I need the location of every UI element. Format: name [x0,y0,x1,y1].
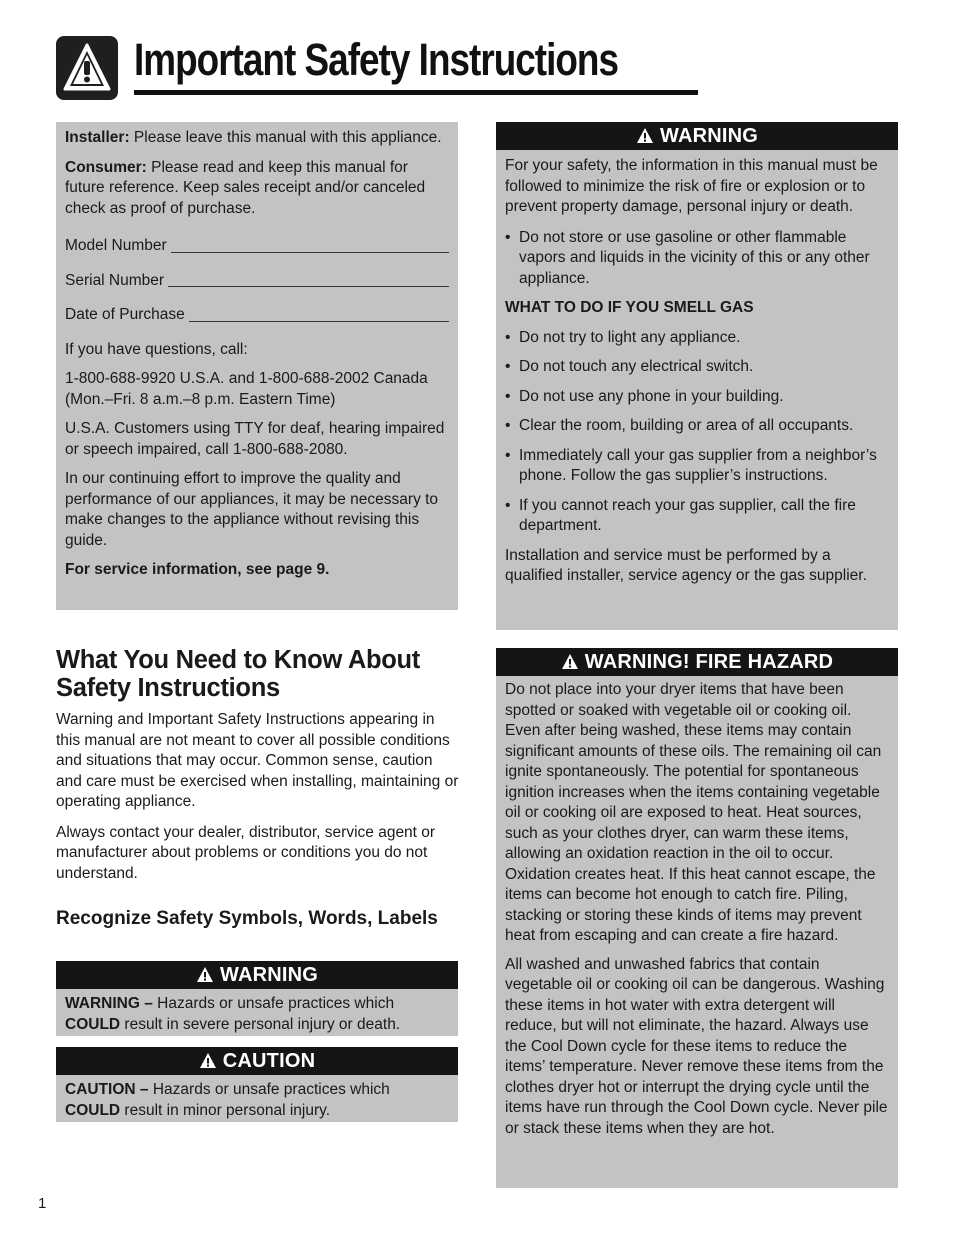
fire-hazard-warning-box [496,648,898,1188]
phone-numbers: 1-800-688-9920 U.S.A. and 1-800-688-2002 Canada (Mon.–Fri. 8 a.m.–8 p.m. Eastern Time) [65,370,428,408]
safety-instructions-section [56,646,460,931]
smell-gas-heading: WHAT TO DO IF YOU SMELL GAS [505,299,754,316]
list-item: • Immediately call your gas supplier from a neighbor’s phone. Follow the gas supplier’s instructions. [505,446,877,484]
list-item: • Clear the room, building or area of all occupants. [505,417,854,434]
tty-info: U.S.A. Customers using TTY for deaf, hearing impaired or speech impaired, call 1-800-688-2080. [65,420,445,458]
list-item: • If you cannot reach your gas supplier, call the fire department. [505,496,856,534]
installer-note: Installer: Please leave this manual with this appliance. [65,129,442,146]
caution-label-box [56,1047,458,1122]
warning-triangle-icon [196,963,214,991]
caution-label-bar: CAUTION [56,1047,458,1075]
warning-triangle-icon [561,650,579,678]
list-item: • Do not use any phone in your building. [505,387,784,405]
serial-number-field: Serial Number [65,271,449,292]
page-header [56,36,646,102]
list-item: • Do not store or use gasoline or other flammable vapors and liquids in the vicinity of this or any other appliance. [505,228,870,287]
fire-hazard-para-1: Do not place into your dryer items that have been spotted or soaked with vegetable oil or cooking oil. Even after being washed, these items may contain significant amounts of these oils. The remaining oil can ignite spontaneously. The potential for spontaneous ignition increases when the items containing vegetable oil or cooking oil are exposed to heat. Heat sources, such as your clothes dryer, can warm these items, allowing an oxidation reaction in the oil to occur. Oxidation creates heat. If this heat cannot escape, the items can become hot enough to catch fire. Piling, stacking or storing these kinds of items may prevent heat from escaping and can create a fire hazard. [505,681,882,944]
fire-warning-bar: WARNING! FIRE HAZARD [496,648,898,676]
installer-info-box [56,122,458,610]
list-item: • Do not touch any electrical switch. [505,358,754,375]
section-para-1: Warning and Important Safety Instructions appearing in this manual are not meant to cover all possible conditions and situations that may occur. Common sense, caution and care must be exercised when installing, maintaining or operating appliance. [56,711,459,810]
model-number-field: Model Number [65,236,449,257]
questions-text: If you have questions, call: [65,340,248,358]
date-of-purchase-field: Date of Purchase [65,305,449,326]
warning-triangle-icon [199,1049,217,1077]
continuing-effort-text: In our continuing effort to improve the quality and performance of our appliances, it may be necessary to make changes to the appliance without revising this guide. [65,470,439,549]
fire-hazard-para-2: All washed and unwashed fabrics that contain vegetable oil or cooking oil can be dangerous. Washing these items in hot water with extra detergent will reduce, but will not eliminate, the hazard. Always use the Cool Down cycle for these items to reduce the items’ temperature. Never remove these items from the clothes dryer hot or interrupt the drying cycle until the items have run through the Cool Down cycle. Never pile or stack these items when they are hot. [505,955,888,1137]
warning-intro: For your safety, the information in this manual must be followed to minimize the risk of fire or explosion or to prevent property damage, personal injury or death. [505,157,878,215]
service-info: For service information, see page 9. [65,561,330,578]
warning-label-text: WARNING – Hazards or unsafe practices which COULD result in severe personal injury or death. [65,995,401,1033]
section-heading: What You Need to Know About Safety Instructions [56,646,420,702]
consumer-note: Consumer: Please read and keep this manual for future reference. Keep sales receipt and/or canceled check as proof of purchase. [65,158,426,217]
warning-exclamation-icon [56,36,118,100]
caution-label-text: CAUTION – Hazards or unsafe practices which COULD result in minor personal injury. [65,1081,390,1119]
section-para-2: Always contact your dealer, distributor, service agent or manufacturer about problems or conditions you do not understand. [56,823,436,882]
warning-triangle-icon [636,124,654,152]
list-item: • Do not try to light any appliance. [505,328,741,346]
page-title: Important Safety Instructions [134,34,619,85]
main-warning-box [496,122,898,636]
title-underline [134,90,698,95]
page-number: 1 [38,1195,47,1212]
warning-closing: Installation and service must be performed by a qualified installer, service agency or the gas supplier. [505,546,867,584]
warning-label-box [56,961,458,1036]
section-subheading: Recognize Safety Symbols, Words, Labels [56,908,438,929]
warning-bar: WARNING [496,122,898,150]
warning-label-bar: WARNING [56,961,458,989]
